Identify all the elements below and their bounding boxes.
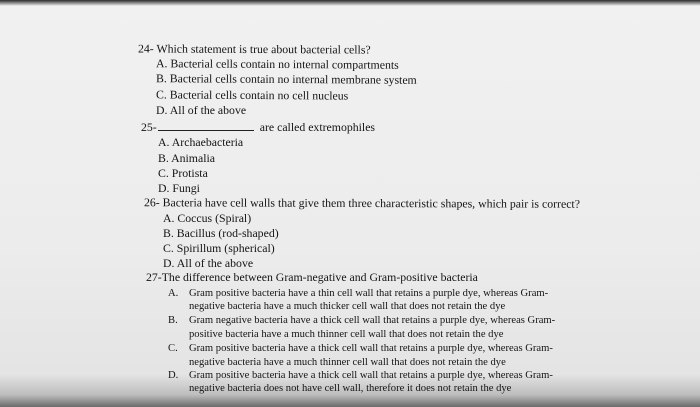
question-24-option-a: A. Bacterial cells contain no internal compartments [155,56,399,72]
question-27-option-b-letter: B. [168,315,178,326]
question-27-option-b-line2: positive bacteria have a much thinner cell wall that does not retain the dye [189,329,504,340]
question-27-option-d-line1: Gram positive bacteria have a thick cell wall that retains a purple dye, whereas Gram- [189,370,553,381]
question-26-option-d: D. All of the above [163,256,254,270]
question-25-option-d: D. Fungi [158,181,200,195]
question-25-number: 25- [141,120,157,134]
question-27-option-a-letter: A. [168,288,179,299]
question-24-option-b: B. Bacterial cells contain no internal membrane system [155,71,417,87]
question-24-option-d: D. All of the above [156,103,247,117]
answer-blank [158,120,254,131]
question-24-option-c: C. Bacterial cells contain no cell nucleus [155,87,349,103]
question-25-stem-rest: are called extremophiles [259,120,376,134]
question-25-stem [141,120,375,134]
question-27-stem: 27-The difference between Gram-negative and Gram-positive bacteria [146,270,478,284]
question-27-option-c-line2: negative bacteria have a much thinner cell wall that does not retain the dye [189,357,506,368]
question-27-option-b-line1: Gram negative bacteria have a thick cell wall that retains a purple dye, whereas Gram- [189,315,556,326]
question-27-option-c-line1: Gram positive bacteria have a thick cell wall that retains a purple dye, whereas Gram- [189,343,553,354]
question-27-option-a-line1: Gram positive bacteria have a thin cell wall that retains a purple dye, whereas Gram- [189,288,549,299]
question-26-option-c: C. Spirillum (spherical) [163,241,275,255]
question-24-stem: 24- Which statement is true about bacterial cells? [137,41,371,57]
question-27-option-a-line2: negative bacteria have a much thicker cell wall that does not retain the dye [189,301,506,312]
question-26-option-b: B. Bacillus (rod-shaped) [163,226,279,240]
question-25-option-b: B. Animalia [158,151,216,165]
question-27-option-c-letter: C. [168,343,178,354]
question-26-option-a: A. Coccus (Spiral) [163,211,252,225]
question-27-option-d-letter: D. [168,370,179,381]
question-26-stem: 26- Bacteria have cell walls that give them three characteristic shapes, which pair is correct? [143,195,580,211]
question-27-option-d-line2: negative bacteria does not have cell wall, therefore it does not retain the dye [189,383,512,394]
question-25-option-c: C. Protista [158,166,208,180]
question-25-option-a: A. Archaebacteria [158,135,244,149]
